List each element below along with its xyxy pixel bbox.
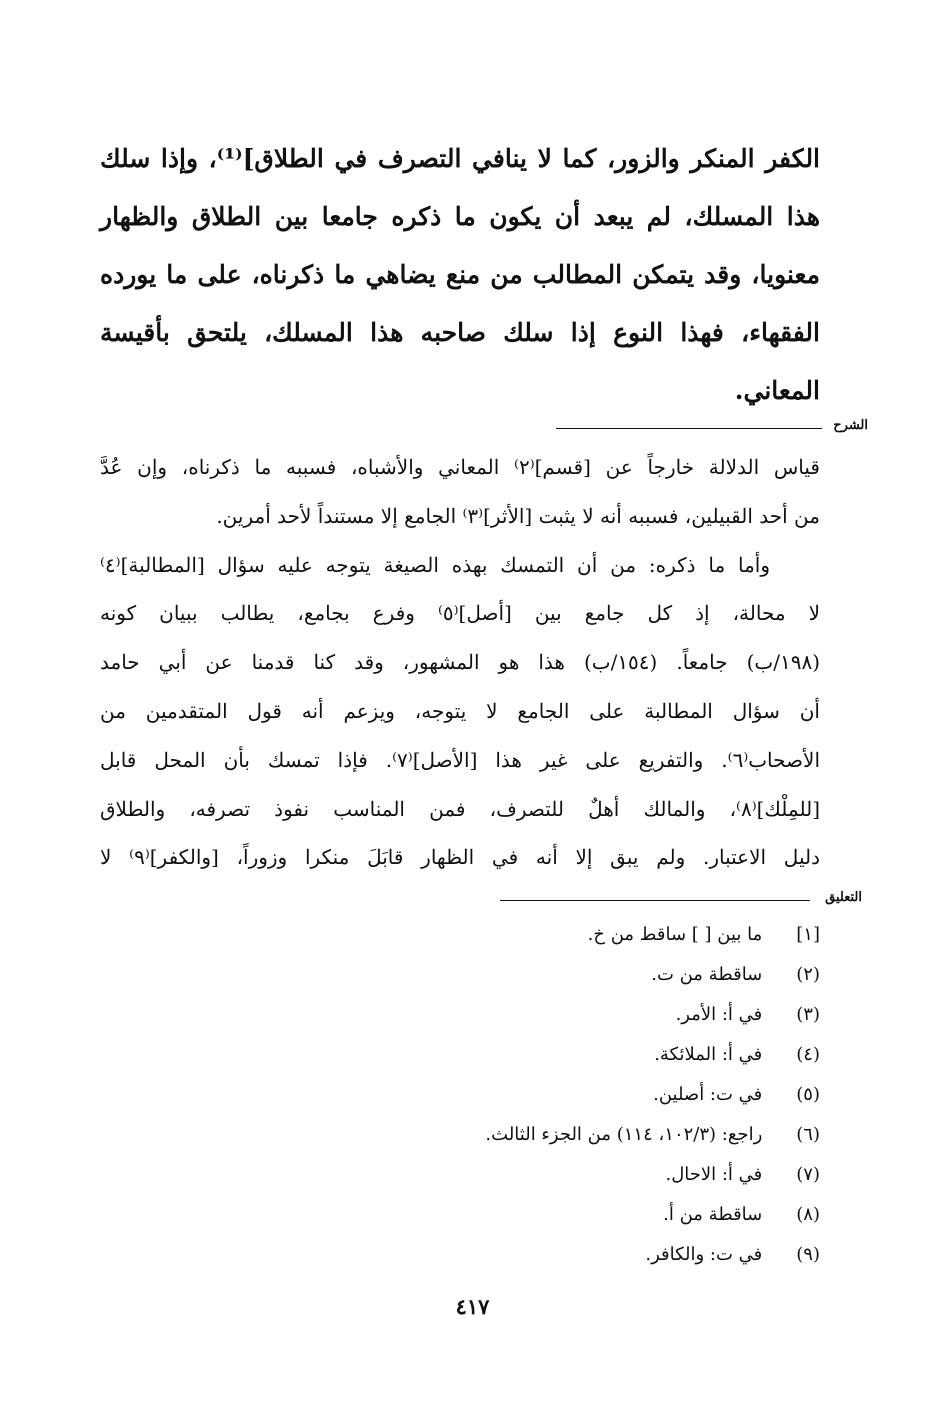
commentary-line: دليل الاعتبار. ولم يبق إلا أنه في الظهار قابَلَ منكرا وزوراً، [والكفر]⁽٩⁾ لا (100, 845, 820, 870)
footnote-number: (٩) (796, 1244, 820, 1265)
notes-rule (500, 900, 810, 901)
footnote (100, 1235, 820, 1275)
footnote-number: (٨) (796, 1204, 820, 1225)
commentary-line: قياس الدلالة خارجاً عن [قسم]⁽٢⁾ المعاني والأشباه، فسببه ما ذكرناه، وإن عُدَّ (100, 455, 820, 479)
sharh-label: الشرح (833, 418, 868, 433)
footnote (100, 1075, 820, 1115)
main-text-line: الكفر المنكر والزور، كما لا ينافي التصرف في الطلاق]⁽¹⁾، وإذا سلك (100, 144, 821, 173)
sharh-rule (556, 428, 822, 429)
footnote-number: (٥) (796, 1084, 820, 1105)
commentary-line: [للمِلْك]⁽٨⁾، والمالك أهلٌ للتصرف، فمن المناسب نفوذ تصرفه، والطلاق (100, 796, 820, 821)
footnote (100, 1155, 820, 1195)
footnote-number: [١] (796, 924, 820, 945)
main-text-line: الفقهاء، فهذا النوع إذا سلك صاحبه هذا المسلك، يلتحق بأقيسة (100, 318, 820, 347)
footnote-number: (٢) (796, 964, 820, 985)
notes-divider (500, 890, 862, 910)
footnote (100, 995, 820, 1035)
footnotes-block (100, 915, 820, 1275)
footnote (100, 955, 820, 995)
commentary-line: أن سؤال المطالبة على الجامع لا يتوجه، ويزعم أنه قول المتقدمين من (100, 698, 820, 723)
main-text-line: المعاني. (734, 376, 820, 405)
commentary-line: (١٩٨/ب) جامعاً. (١٥٤/ب) هذا هو المشهور، وقد كنا قدمنا عن أبي حامد (100, 650, 821, 675)
footnote (100, 1195, 820, 1235)
commentary-line: من أحد القبيلين، فسببه أنه لا يثبت [الأثر]⁽٣⁾ الجامع إلا مستنداً لأحد أمرين. (216, 503, 820, 528)
footnote-number: (٤) (796, 1044, 820, 1065)
commentary-line: وأما ما ذكره: من أن التمسك بهذه الصيغة يتوجه عليه سؤال [المطالبة]⁽٤⁾ (100, 552, 770, 577)
main-text-line: هذا المسلك، لم يبعد أن يكون ما ذكره جامعا بين الطلاق والظهار (100, 202, 820, 231)
footnote-number: (٦) (796, 1124, 820, 1145)
footnote-text: في أ: الملائكة. (654, 1044, 763, 1065)
commentary-line: الأصحاب⁽٦⁾. والتفريع على غير هذا [الأصل]⁽٧⁾. فإذا تمسك بأن المحل قابل (100, 747, 821, 772)
footnote-text: راجع: (١٠٢/٣، ١١٤) من الجزء الثالث. (485, 1124, 763, 1145)
main-text-block (100, 130, 820, 420)
footnote (100, 1035, 820, 1075)
sharh-divider (556, 418, 868, 438)
footnote-text: في ت: والكافر. (645, 1244, 763, 1265)
page-number: ٤١٧ (455, 1294, 490, 1319)
footnote-text: في ت: أصلين. (653, 1084, 763, 1105)
footnote (100, 915, 820, 955)
footnote-text: ما بين [ ] ساقط من خ. (587, 924, 763, 945)
footnote-text: في أ: الأمر. (675, 1004, 763, 1025)
notes-label: التعليق (825, 890, 862, 905)
footnote-text: ساقطة من أ. (663, 1204, 763, 1225)
commentary-line: لا محالة، إذ كل جامع بين [أصل]⁽٥⁾ وفرع بجامع، يطالب ببيان كونه (100, 601, 820, 626)
main-text-line: معنويا، وقد يتمكن المطالب من منع يضاهي ما ذكرناه، على ما يورده (100, 260, 820, 289)
footnote-number: (٧) (796, 1164, 820, 1185)
footnote (100, 1115, 820, 1155)
footnote-number: (٣) (796, 1004, 820, 1025)
footnote-text: في أ: الاحال. (665, 1164, 763, 1185)
commentary-block (100, 443, 820, 882)
footnote-text: ساقطة من ت. (651, 964, 763, 985)
